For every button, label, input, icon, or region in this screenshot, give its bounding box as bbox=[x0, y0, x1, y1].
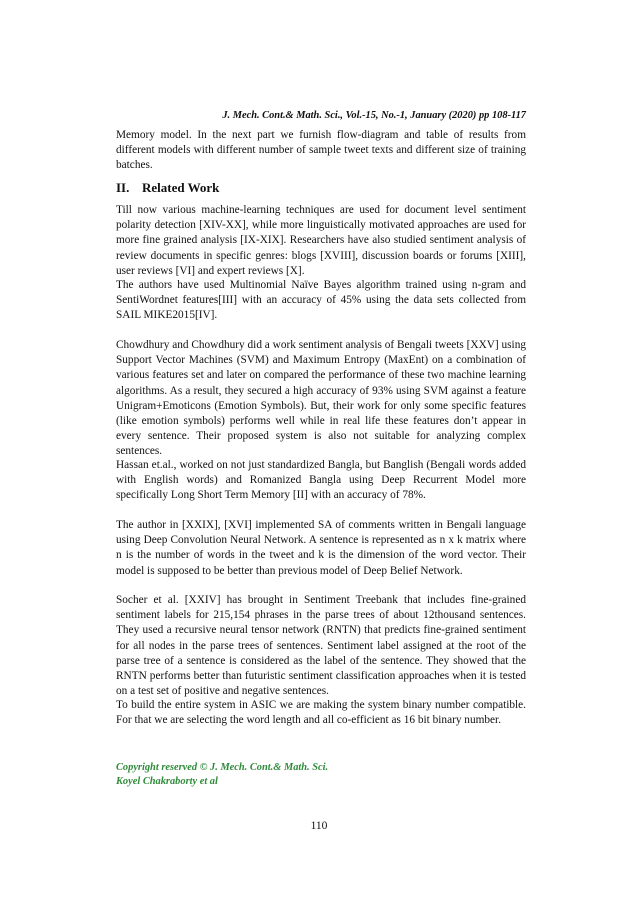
section-number: II. bbox=[116, 180, 130, 195]
section-title: Related Work bbox=[142, 180, 220, 195]
paragraph-4: Hassan et.al., worked on not just standardized Bangla, but Banglish (Bengali words added with English words) and Romanized Bangla using Deep Recurrent Model more specifically Long Short Term Memory [II] with an accuracy of 78%. bbox=[116, 459, 526, 502]
paragraph-7: To build the entire system in ASIC we are making the system binary number compatible. For that we are selecting the word length and all co-efficient as 16 bit binary number. bbox=[116, 699, 526, 727]
author-line: Koyel Chakraborty et al bbox=[116, 776, 218, 787]
page-number: 110 bbox=[310, 820, 328, 832]
paragraph-6: Socher et al. [XXIV] has brought in Sentiment Treebank that includes fine-grained sentiment labels for 215,154 phrases in the parse trees of about 12thousand sentences. They used a recursive neural tensor network (RNTN) that predicts fine-grained sentiment for all nodes in the parse trees of sentences. Sentiment label assigned at the root of the parse tree of a sentence is considered as the label of the sentence. They showed that the RNTN performs better than futuristic sentiment classification approaches when it is tested on a test set of positive and negative sentences. bbox=[116, 594, 526, 698]
copyright-block bbox=[116, 761, 526, 789]
running-header: J. Mech. Cont.& Math. Sci., Vol.-15, No.-1, January (2020) pp 108-117 bbox=[222, 110, 526, 121]
paragraph-2: The authors have used Multinomial Naïve Bayes algorithm trained using n-gram and SentiWordnet features[III] with an accuracy of 45% using the data sets collected from SAIL MIKE2015[IV]. bbox=[116, 279, 526, 322]
copyright-notice: Copyright reserved © J. Mech. Cont.& Math. Sci. bbox=[116, 762, 329, 773]
paragraph-5: The author in [XXIX], [XVI] implemented SA of comments written in Bengali language using Deep Convolution Neural Network. A sentence is represented as n x k matrix where n is the number of words in the tweet and k is the dimension of the word vector. Their model is supposed to be better than previous model of Deep Belief Network. bbox=[116, 519, 526, 577]
paragraph-3: Chowdhury and Chowdhury did a work sentiment analysis of Bengali tweets [XXV] using Support Vector Machines (SVM) and Maximum Entropy (MaxEnt) on a combination of various features set and later on compared the performance of these two machine learning algorithms. As a result, they secured a high accuracy of 93% using SVM against a feature Unigram+Emoticons (Emotion Symbols). But, their work for only some specific features (like emotion symbols) performs well while in real life these features don’t appear in every sentence. Their proposed system is also not suitable for analyzing complex sentences. bbox=[116, 339, 526, 458]
intro-paragraph: Memory model. In the next part we furnish flow-diagram and table of results from different models with different number of sample tweet texts and different size of training batches. bbox=[116, 129, 526, 172]
paragraph-1: Till now various machine-learning techniques are used for document level sentiment polarity detection [XIV-XX], while more linguistically motivated approaches are used for more fine grained analysis [IX-XIX]. Researchers have also studied sentiment analysis of review documents in specific genres: blogs [XVIII], discussion boards or forums [XIII], user reviews [VI] and expert reviews [X]. bbox=[116, 204, 526, 277]
section-heading bbox=[116, 180, 219, 196]
